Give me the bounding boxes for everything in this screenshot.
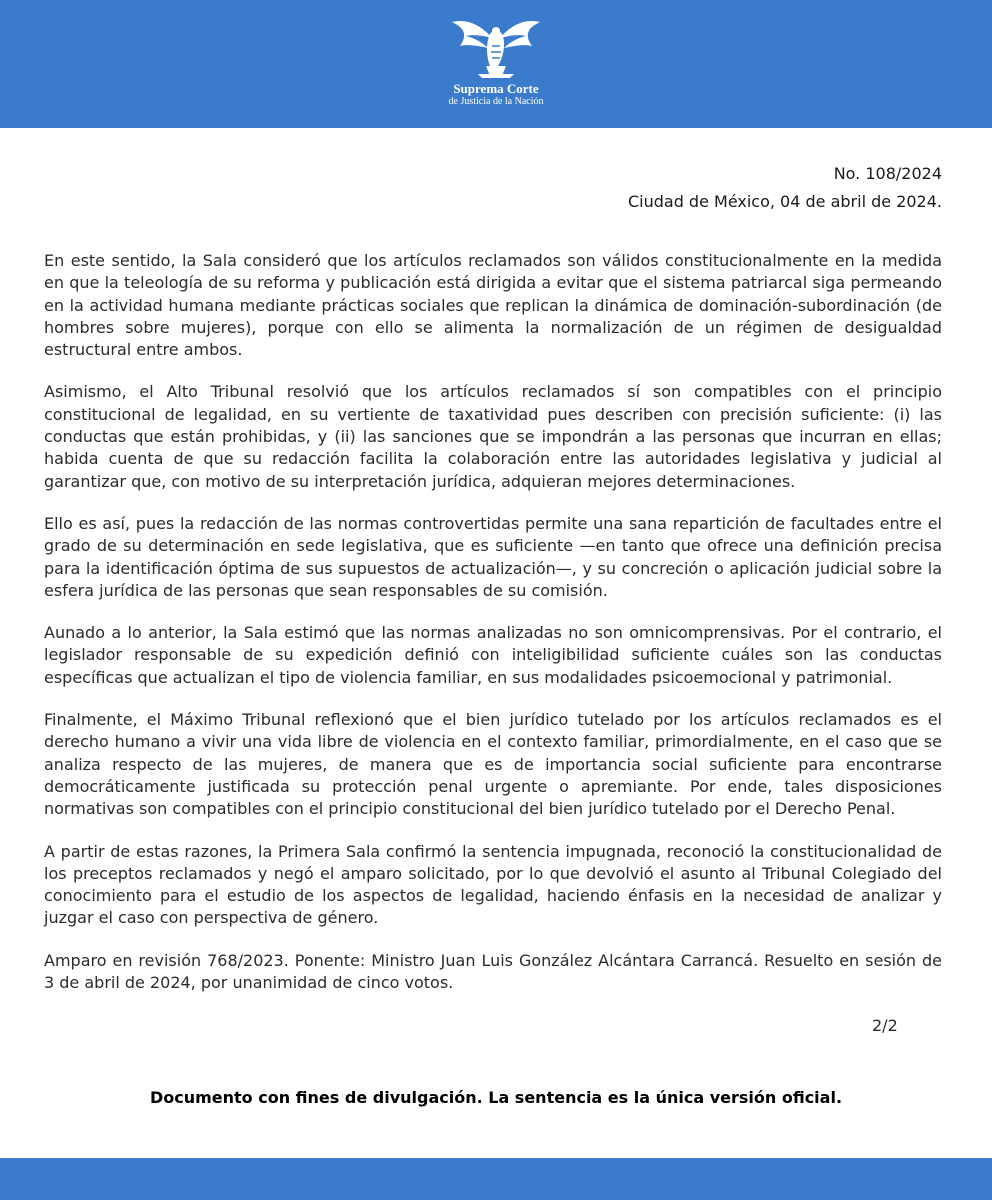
document-body [44, 250, 942, 1014]
logo-title: Suprema Corte [453, 81, 539, 96]
eagle-seal-icon [448, 16, 544, 80]
page-number: 2/2 [872, 1016, 898, 1035]
scjn-logo [436, 16, 556, 112]
document-number: No. 108/2024 [833, 164, 942, 183]
disclaimer: Documento con fines de divulgación. La sentencia es la única versión oficial. [149, 1088, 843, 1107]
paragraph: Asimismo, el Alto Tribunal resolvió que los artículos reclamados sí son compatibles con el principio constitucional de legalidad, en su vertiente de taxatividad pues describen con precisión suficiente: (i) las conductas que están prohibidas, y (ii) las sanciones que se impondrán a las personas que incurran en ellas; habida cuenta de que su redacción facilita la colaboración entre las autoridades legislativa y judicial al garantizar que, con motivo de su interpretación jurídica, adquieran mejores determinaciones. [44, 382, 942, 491]
footer-bar [0, 1158, 992, 1200]
paragraph: Amparo en revisión 768/2023. Ponente: Ministro Juan Luis González Alcántara Carrancá. Resuelto en sesión de 3 de abril de 2024, por unanimidad de cinco votos. [44, 950, 942, 993]
logo-subtitle: de Justicia de la Nación [448, 96, 544, 107]
paragraph: Finalmente, el Máximo Tribunal reflexionó que el bien jurídico tutelado por los artículos reclamados es el derecho humano a vivir una vida libre de violencia en el contexto familiar, primordialmente, en el caso que se analiza respecto de las mujeres, de manera que es de importancia social suficiente para encontrarse democráticamente justificada su protección penal urgente o apremiante. Por ende, tales disposiciones normativas son compatibles con el principio constitucional del bien jurídico tutelado por el Derecho Penal. [44, 710, 942, 819]
paragraph: A partir de estas razones, la Primera Sala confirmó la sentencia impugnada, reconoció la constitucionalidad de los preceptos reclamados y negó el amparo solicitado, por lo que devolvió el asunto al Tribunal Colegiado del conocimiento para el estudio de los aspectos de legalidad, haciendo énfasis en la necesidad de analizar y juzgar el caso con perspectiva de género. [44, 841, 942, 928]
paragraph: En este sentido, la Sala consideró que los artículos reclamados son válidos constitucionalmente en la medida en que la teleología de su reforma y publicación está dirigida a evitar que el sistema patriarcal siga permeando en la actividad humana mediante prácticas sociales que replican la dinámica de dominación-subordinación (de hombres sobre mujeres), porque con ello se alimenta la normalización de un régimen de desigualdad estructural entre ambos. [44, 251, 942, 360]
document-meta [628, 160, 942, 216]
header-bar [0, 0, 992, 128]
paragraph: Ello es así, pues la redacción de las normas controvertidas permite una sana repartición de facultades entre el grado de su determinación en sede legislativa, que es suficiente —en tanto que ofrece una definición precisa para la identificación óptima de sus supuestos de actualización—, y su concreción o aplicación judicial sobre la esfera jurídica de las personas que sean responsables de su comisión. [44, 513, 942, 600]
document-place-date: Ciudad de México, 04 de abril de 2024. [627, 192, 942, 211]
paragraph: Aunado a lo anterior, la Sala estimó que las normas analizadas no son omnicomprensivas. Por el contrario, el legislador responsable de su expedición definió con inteligibilidad suficiente cuáles son las conductas específicas que actualizan el tipo de violencia familiar, en sus modalidades psicoemocional y patrimonial. [44, 623, 942, 687]
